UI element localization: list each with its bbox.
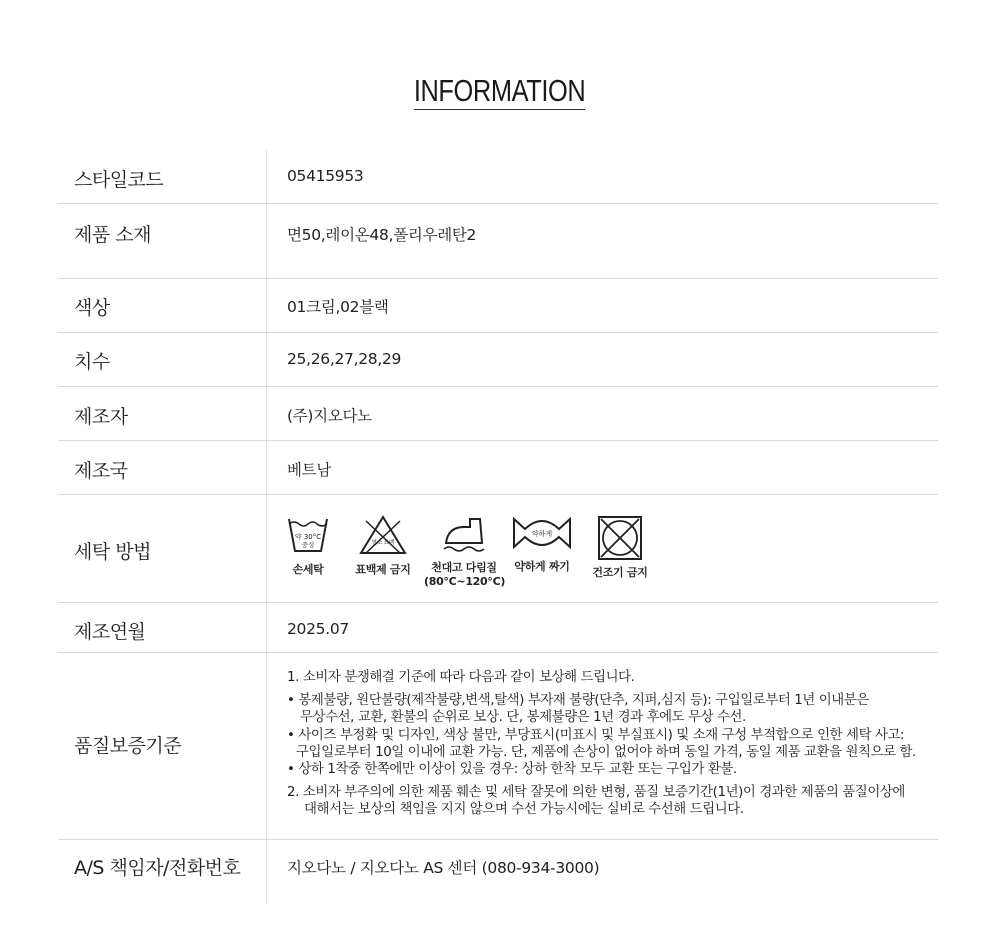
quality-bullet-3: • 상하 1착중 한쪽에만 이상이 있을 경우: 상하 한착 모두 교환 또는 구입가 환불. xyxy=(287,762,737,778)
value-country: 베트남 xyxy=(287,461,332,479)
column-divider xyxy=(266,150,267,203)
row-color xyxy=(58,279,938,333)
iron-caption: 천대고 다림질 xyxy=(431,561,497,574)
label-material: 제품 소재 xyxy=(74,224,151,246)
value-maker: (주)지오다노 xyxy=(287,407,372,425)
column-divider xyxy=(266,495,267,602)
row-country xyxy=(58,441,938,495)
value-date: 2025.07 xyxy=(287,620,349,638)
column-divider xyxy=(266,840,267,904)
hand-wash-caption: 손세탁 xyxy=(292,563,324,576)
row-date xyxy=(58,603,938,653)
label-maker: 제조자 xyxy=(74,406,128,428)
page-title xyxy=(0,73,1000,110)
washing-icons xyxy=(284,515,684,595)
label-style-code: 스타일코드 xyxy=(74,169,164,191)
column-divider xyxy=(266,387,267,440)
row-maker xyxy=(58,387,938,441)
quality-bullet-2-cont: 구입일로부터 10일 이내에 교환 가능. 단, 제품에 손상이 없어야 하며 동일 가격, 동일 제품 교환을 원칙으로 함. xyxy=(296,744,916,760)
label-country: 제조국 xyxy=(74,460,128,482)
label-washing: 세탁 방법 xyxy=(74,541,151,563)
gentle-wring-inner: 약하게 xyxy=(531,530,553,538)
no-bleach-inner1: 염소 xyxy=(371,540,383,546)
column-divider xyxy=(266,333,267,386)
row-washing xyxy=(58,495,938,603)
label-quality: 품질보증기준 xyxy=(74,735,182,757)
value-material: 면50,레이온48,폴리우레탄2 xyxy=(287,226,477,244)
title-text: INFORMATION xyxy=(414,73,586,108)
label-date: 제조연월 xyxy=(74,621,146,643)
label-color: 색상 xyxy=(74,297,110,319)
value-color: 01크림,02블랙 xyxy=(287,298,389,316)
no-bleach-inner2: 표백 xyxy=(383,540,395,546)
value-as-contact: 지오다노 / 지오다노 AS 센터 (080-934-3000) xyxy=(287,859,600,877)
column-divider xyxy=(266,279,267,332)
quality-item-1: 1. 소비자 분쟁해결 기준에 따라 다음과 같이 보상해 드립니다. xyxy=(287,670,635,685)
no-bleach-icon xyxy=(348,515,418,577)
column-divider xyxy=(266,204,267,278)
hand-wash-temp: 약 30°C xyxy=(294,533,322,541)
quality-standards xyxy=(287,669,916,819)
row-as-contact xyxy=(58,840,938,904)
iron-temp-caption: (80°C~120°C) xyxy=(424,575,506,588)
value-size: 25,26,27,28,29 xyxy=(287,350,402,368)
column-divider xyxy=(266,603,267,652)
no-dryer-icon xyxy=(584,515,656,580)
quality-item-2: 2. 소비자 부주의에 의한 제품 훼손 및 세탁 잘못에 의한 변형, 품질 보증기간(1년)이 경과한 제품의 품질이상에 xyxy=(287,785,905,801)
no-dryer-caption: 건조기 금지 xyxy=(592,566,648,579)
hand-wash-icon xyxy=(284,515,332,577)
quality-bullet-1-cont: 무상수선, 교환, 환불의 순위로 보상. 단, 봉제불량은 1년 경과 후에도 무상 수선. xyxy=(300,710,746,726)
quality-bullet-1: • 봉제불량, 원단불량(제작불량,변색,탈색) 부자재 불량(단추, 지퍼,심지 등): 구입일로부터 1년 이내분은 xyxy=(287,693,869,709)
label-size: 치수 xyxy=(74,351,110,373)
label-as-contact: A/S 책임자/전화번호 xyxy=(74,857,241,879)
row-size xyxy=(58,333,938,387)
quality-item-2-cont: 대해서는 보상의 책임을 지지 않으며 수선 가능시에는 실비로 수선해 드립니다. xyxy=(304,802,744,818)
row-style-code xyxy=(58,150,938,204)
row-material xyxy=(58,204,938,279)
quality-bullet-2: • 사이즈 부정확 및 디자인, 색상 불만, 부당표시(미표시 및 부실표시) 및 소재 구성 부적합으로 인한 세탁 사고: xyxy=(287,727,905,743)
gentle-wring-icon xyxy=(506,515,578,574)
iron-icon xyxy=(424,515,504,589)
hand-wash-neutral: 중성 xyxy=(301,541,315,549)
value-style-code: 05415953 xyxy=(287,167,364,185)
no-bleach-caption: 표백제 금지 xyxy=(355,563,411,576)
gentle-wring-caption: 약하게 짜기 xyxy=(514,560,570,573)
row-quality xyxy=(58,653,938,840)
column-divider xyxy=(266,653,267,839)
info-table xyxy=(58,150,938,904)
column-divider xyxy=(266,441,267,494)
